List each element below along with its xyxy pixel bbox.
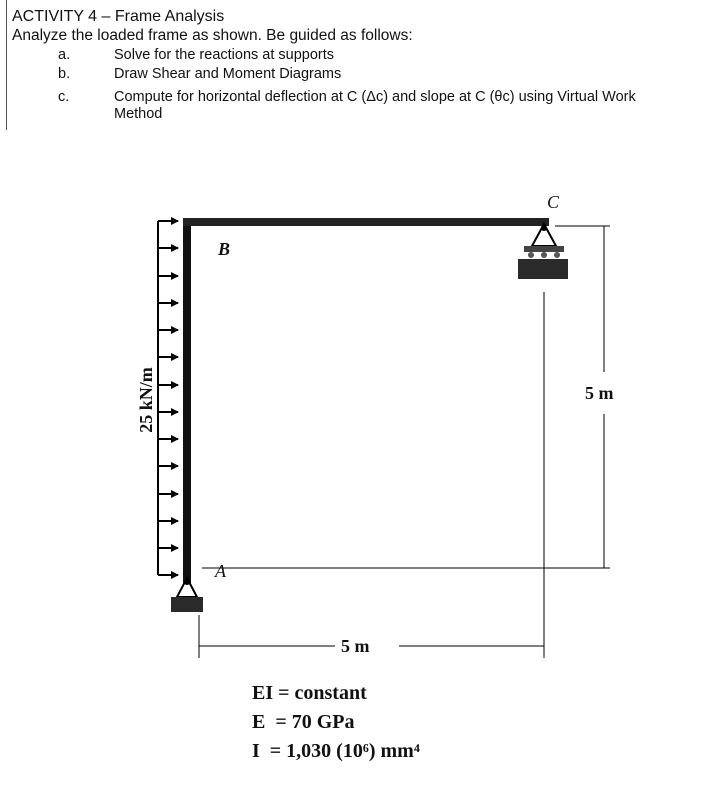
distributed-load <box>158 221 178 575</box>
load-intensity-label: 25 kN/m <box>136 367 156 433</box>
step-a-text: Solve for the reactions at supports <box>114 47 335 63</box>
column-member <box>183 221 191 589</box>
activity-title: ACTIVITY 4 – Frame Analysis <box>12 8 225 25</box>
width-dimension <box>199 292 544 658</box>
step-b-text: Draw Shear and Moment Diagrams <box>114 66 342 82</box>
ei-property: EI = constant <box>252 682 367 704</box>
beam-member <box>183 218 549 226</box>
activity-intro: Analyze the loaded frame as shown. Be guided as follows: <box>12 27 413 44</box>
step-b-letter: b. <box>58 66 71 82</box>
i-property: I = 1,030 (10⁶) mm⁴ <box>252 740 420 762</box>
step-c-text: Compute for horizontal deflection at C (Δc) and slope at C (θc) using Virtual Work <box>114 89 636 105</box>
step-a-letter: a. <box>58 47 71 63</box>
e-property: E = 70 GPa <box>252 711 355 733</box>
joint-label-a: A <box>215 561 226 581</box>
height-dim-label: 5 m <box>585 383 614 403</box>
step-c-text-cont: Method <box>114 106 163 122</box>
step-c-letter: c. <box>58 89 70 105</box>
pin-support-c <box>518 224 568 279</box>
width-dim-label: 5 m <box>341 636 370 656</box>
pin-support-a <box>171 578 203 612</box>
joint-label-c: C <box>547 192 560 212</box>
joint-label-b: B <box>218 239 231 259</box>
